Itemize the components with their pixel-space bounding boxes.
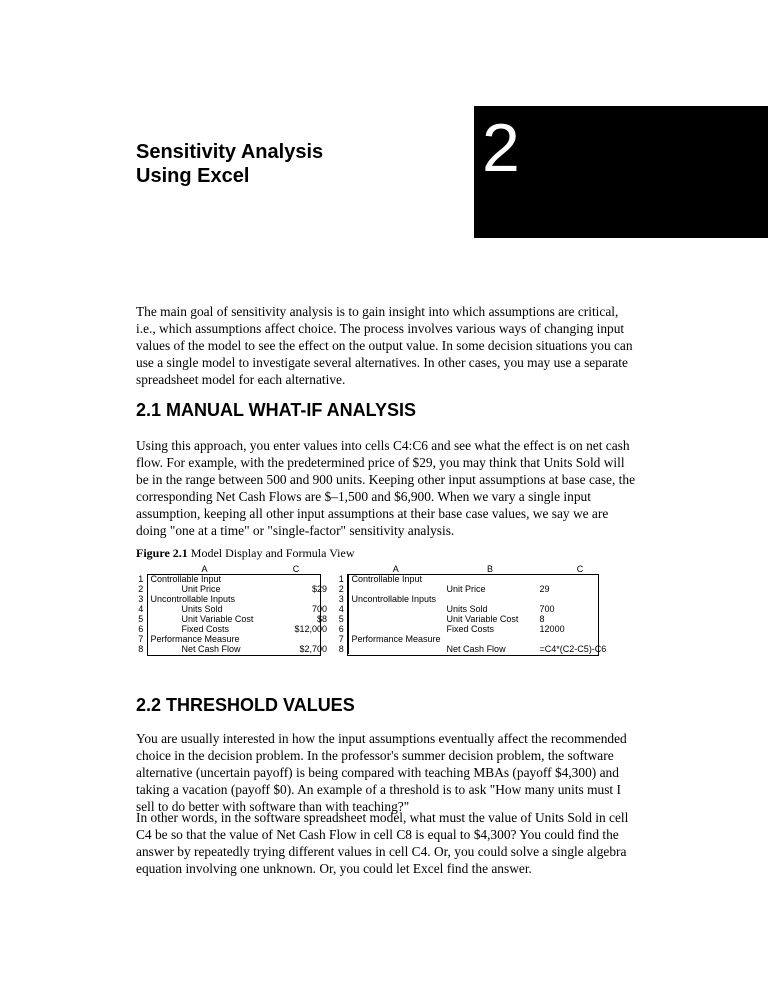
cell-a-b: Units Sold: [181, 604, 223, 614]
row-number: 1: [135, 574, 147, 584]
cell-a: [348, 584, 444, 594]
cell-b: [444, 594, 537, 604]
spreadsheet-row: [335, 574, 624, 584]
cell-c: 29: [539, 584, 550, 594]
cell-c: [262, 574, 330, 584]
row-number: 3: [335, 594, 348, 604]
cell-b: Unit Variable Cost: [446, 614, 519, 624]
cell-a: Controllable Input: [351, 574, 423, 584]
row-number: 2: [335, 584, 348, 594]
chapter-number-block: [474, 106, 768, 238]
section2-paragraph-2: In other words, in the software spreadsheet model, what must the value of Units Sold in cell C4 be so that the value of Net Cash Flow in cell C8 is equal to $4,300? You could find the answer by repeatedly trying different values in cell C4. Or, you could solve a single algebra equation involving one unknown. Or, you could let Excel find the answer.: [136, 810, 629, 876]
cell-c: [537, 634, 624, 644]
chapter-number: 2: [482, 110, 520, 186]
cell-c: [262, 634, 330, 644]
figure-label: Figure 2.1: [136, 546, 188, 560]
cell-a-b: Unit Price: [181, 584, 221, 594]
cell-c: [537, 594, 624, 604]
cell-b: Units Sold: [446, 604, 488, 614]
intro-paragraph: The main goal of sensitivity analysis is to gain insight into which assumptions are critical, i.e., which assumptions affect choice. The process involves various ways of changing input values of the model to see the effect on the output value. In some decision situations you can use a single model to investigate several alternatives. In other cases, you may use a separate spreadsheet model for each alternative.: [136, 304, 633, 387]
section-heading-manual-what-if: 2.1 MANUAL WHAT-IF ANALYSIS: [136, 400, 417, 420]
row-number: 7: [135, 634, 147, 644]
section-heading-threshold-values: 2.2 THRESHOLD VALUES: [136, 695, 355, 715]
column-header: A: [392, 564, 399, 574]
row-number: 1: [335, 574, 348, 584]
chapter-title: [136, 140, 323, 188]
cell-a: Uncontrollable Inputs: [351, 594, 437, 604]
column-header: C: [576, 564, 584, 574]
cell-b: Unit Price: [446, 584, 486, 594]
column-header-row: [335, 564, 624, 574]
cell-a: [348, 614, 444, 624]
row-number: 7: [335, 634, 348, 644]
cell-c: $29: [311, 584, 327, 594]
section2-paragraph-1: You are usually interested in how the input assumptions eventually affect the recommended choice in the decision problem. In the professor's summer decision problem, the software alternative (uncertain payoff) is being compared with teaching MBAs (payoff $4,300) and taking a vacation (payoff $0). An example of a threshold is to ask "How many units must I sell to do better with software than with teaching?": [136, 731, 627, 814]
spreadsheet-row: [335, 624, 624, 634]
cell-a: [348, 644, 444, 654]
spreadsheet-row: [335, 604, 624, 614]
spreadsheet-row: [135, 574, 330, 584]
row-number: 4: [335, 604, 348, 614]
spreadsheet-row: [335, 594, 624, 604]
row-number: 4: [135, 604, 147, 614]
cell-c: $8: [316, 614, 327, 624]
cell-a-b: Net Cash Flow: [181, 644, 241, 654]
chapter-title-line-2: Using Excel: [136, 165, 250, 187]
section1-paragraph: Using this approach, you enter values into cells C4:C6 and see what the effect is on net cash flow. For example, with the predetermined price of $29, you may think that Units Sold will be in the range between 500 and 900 units. Keeping other input assumptions at base case, the corresponding Net Cash Flows are $–1,500 and $6,900. When we vary a single input assumption, keeping all other input assumptions at their base case values, we say we are doing "one at a time" or "single-factor" sensitivity analysis.: [136, 438, 636, 538]
figure-caption: [136, 546, 355, 561]
spreadsheet-row: [135, 614, 330, 624]
cell-c: =C4*(C2-C5)-C6: [539, 644, 607, 654]
cell-a-b: Controllable Input: [150, 574, 222, 584]
row-number: 5: [335, 614, 348, 624]
row-number: 2: [135, 584, 147, 594]
row-number: 5: [135, 614, 147, 624]
spreadsheet-row: [135, 644, 330, 654]
chapter-title-line-1: Sensitivity Analysis: [136, 141, 324, 163]
cell-c: $2,700: [299, 644, 327, 654]
cell-c: 700: [539, 604, 555, 614]
spreadsheet-row: [135, 604, 330, 614]
cell-b: [444, 574, 537, 584]
spreadsheet-row: [335, 584, 624, 594]
cell-a-b: Uncontrollable Inputs: [150, 594, 236, 604]
row-number: 6: [135, 624, 147, 634]
cell-c: $12,000: [294, 624, 327, 634]
column-header: C: [292, 564, 300, 574]
row-number: 8: [335, 644, 348, 654]
spreadsheet-row: [335, 634, 624, 644]
cell-b: Net Cash Flow: [446, 644, 506, 654]
column-header-row: [135, 564, 330, 574]
figure-caption-text: Model Display and Formula View: [190, 546, 355, 560]
cell-a: [348, 624, 444, 634]
spreadsheet-display-view: [135, 564, 331, 654]
cell-c: 8: [539, 614, 545, 624]
cell-c: [537, 574, 624, 584]
cell-a: Performance Measure: [351, 634, 441, 644]
cell-a-b: Unit Variable Cost: [181, 614, 254, 624]
spreadsheet-row: [135, 634, 330, 644]
cell-b: Fixed Costs: [446, 624, 495, 634]
spreadsheet-row: [135, 624, 330, 634]
cell-b: [444, 634, 537, 644]
row-number: 8: [135, 644, 147, 654]
cell-a-b: Fixed Costs: [181, 624, 230, 634]
row-number: 3: [135, 594, 147, 604]
spreadsheet-row: [135, 584, 330, 594]
row-number: 6: [335, 624, 348, 634]
column-header: B: [487, 564, 494, 574]
cell-c: 700: [311, 604, 327, 614]
cell-c: [262, 594, 330, 604]
spreadsheet-row: [135, 594, 330, 604]
cell-a: [348, 604, 444, 614]
cell-a-b: Performance Measure: [150, 634, 240, 644]
cell-c: 12000: [539, 624, 565, 634]
spreadsheet-formula-view: [335, 564, 624, 654]
spreadsheet-row: [335, 644, 624, 654]
spreadsheet-row: [335, 614, 624, 624]
column-header: A: [201, 564, 208, 574]
